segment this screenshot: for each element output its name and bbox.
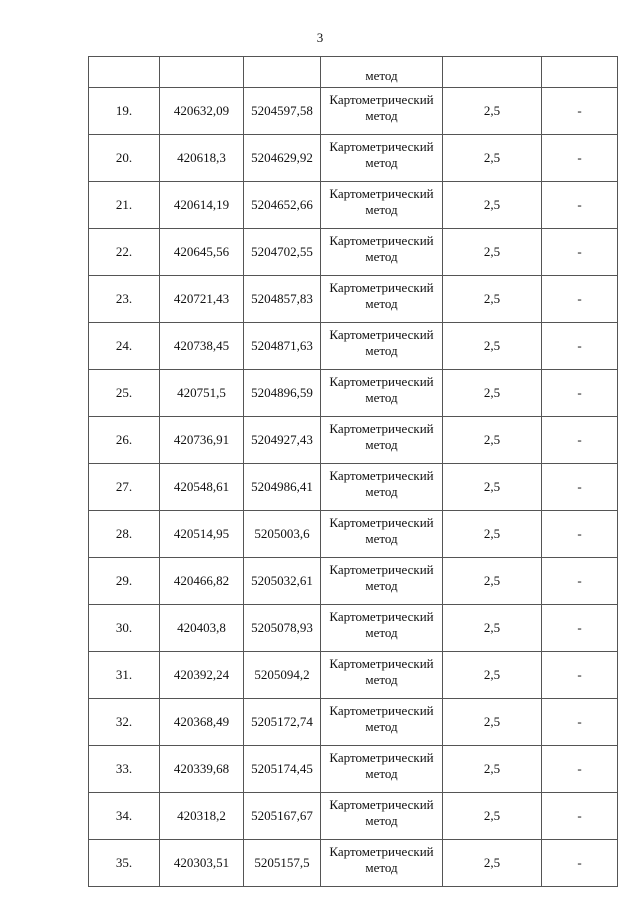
y-coordinate-cell: 5204857,83	[244, 276, 321, 323]
note-cell: -	[542, 88, 618, 135]
table-row	[89, 699, 618, 746]
x-coordinate-cell: 420721,43	[160, 276, 244, 323]
table-row	[89, 417, 618, 464]
note-cell: -	[542, 511, 618, 558]
table-row	[89, 464, 618, 511]
y-coordinate-cell	[244, 57, 321, 88]
y-coordinate-cell: 5204597,58	[244, 88, 321, 135]
error-cell: 2,5	[443, 276, 542, 323]
error-cell: 2,5	[443, 323, 542, 370]
method-cell: Картометрический метод	[321, 229, 443, 276]
x-coordinate-cell: 420368,49	[160, 699, 244, 746]
y-coordinate-cell: 5205032,61	[244, 558, 321, 605]
note-cell: -	[542, 182, 618, 229]
x-coordinate-cell: 420318,2	[160, 793, 244, 840]
note-cell: -	[542, 699, 618, 746]
x-coordinate-cell: 420548,61	[160, 464, 244, 511]
point-number-cell: 23.	[89, 276, 160, 323]
table-row	[89, 511, 618, 558]
method-cell: Картометрический метод	[321, 699, 443, 746]
y-coordinate-cell: 5204652,66	[244, 182, 321, 229]
y-coordinate-cell: 5204629,92	[244, 135, 321, 182]
error-cell: 2,5	[443, 464, 542, 511]
note-cell: -	[542, 840, 618, 887]
x-coordinate-cell	[160, 57, 244, 88]
table-row	[89, 229, 618, 276]
error-cell: 2,5	[443, 746, 542, 793]
method-cell: метод	[321, 57, 443, 88]
x-coordinate-cell: 420392,24	[160, 652, 244, 699]
note-cell: -	[542, 464, 618, 511]
note-cell: -	[542, 558, 618, 605]
note-cell: -	[542, 135, 618, 182]
note-cell: -	[542, 276, 618, 323]
error-cell: 2,5	[443, 417, 542, 464]
error-cell: 2,5	[443, 652, 542, 699]
note-cell: -	[542, 793, 618, 840]
error-cell: 2,5	[443, 370, 542, 417]
point-number-cell: 24.	[89, 323, 160, 370]
y-coordinate-cell: 5205003,6	[244, 511, 321, 558]
point-number-cell: 31.	[89, 652, 160, 699]
coordinates-table	[88, 56, 618, 887]
point-number-cell: 33.	[89, 746, 160, 793]
point-number-cell: 28.	[89, 511, 160, 558]
table-row	[89, 746, 618, 793]
method-cell: Картометрический метод	[321, 652, 443, 699]
method-cell: Картометрический метод	[321, 793, 443, 840]
point-number-cell: 25.	[89, 370, 160, 417]
method-cell: Картометрический метод	[321, 370, 443, 417]
method-cell: Картометрический метод	[321, 464, 443, 511]
method-cell: Картометрический метод	[321, 746, 443, 793]
point-number-cell: 20.	[89, 135, 160, 182]
note-cell	[542, 57, 618, 88]
note-cell: -	[542, 605, 618, 652]
x-coordinate-cell: 420736,91	[160, 417, 244, 464]
error-cell: 2,5	[443, 135, 542, 182]
table-row	[89, 652, 618, 699]
note-cell: -	[542, 652, 618, 699]
x-coordinate-cell: 420751,5	[160, 370, 244, 417]
point-number-cell: 30.	[89, 605, 160, 652]
point-number-cell: 27.	[89, 464, 160, 511]
point-number-cell: 22.	[89, 229, 160, 276]
x-coordinate-cell: 420614,19	[160, 182, 244, 229]
point-number-cell	[89, 57, 160, 88]
error-cell	[443, 57, 542, 88]
y-coordinate-cell: 5204702,55	[244, 229, 321, 276]
method-cell: Картометрический метод	[321, 840, 443, 887]
x-coordinate-cell: 420632,09	[160, 88, 244, 135]
page-number: 3	[316, 30, 324, 45]
y-coordinate-cell: 5205157,5	[244, 840, 321, 887]
y-coordinate-cell: 5205167,67	[244, 793, 321, 840]
point-number-cell: 34.	[89, 793, 160, 840]
method-cell: Картометрический метод	[321, 558, 443, 605]
y-coordinate-cell: 5204986,41	[244, 464, 321, 511]
table-row	[89, 88, 618, 135]
table-body	[89, 57, 618, 887]
note-cell: -	[542, 323, 618, 370]
method-cell: Картометрический метод	[321, 182, 443, 229]
point-number-cell: 29.	[89, 558, 160, 605]
x-coordinate-cell: 420738,45	[160, 323, 244, 370]
error-cell: 2,5	[443, 840, 542, 887]
method-cell: Картометрический метод	[321, 511, 443, 558]
note-cell: -	[542, 370, 618, 417]
table-row	[89, 182, 618, 229]
point-number-cell: 19.	[89, 88, 160, 135]
y-coordinate-cell: 5205174,45	[244, 746, 321, 793]
y-coordinate-cell: 5205172,74	[244, 699, 321, 746]
table-row	[89, 323, 618, 370]
x-coordinate-cell: 420514,95	[160, 511, 244, 558]
error-cell: 2,5	[443, 229, 542, 276]
table-row	[89, 793, 618, 840]
y-coordinate-cell: 5205094,2	[244, 652, 321, 699]
y-coordinate-cell: 5204871,63	[244, 323, 321, 370]
y-coordinate-cell: 5205078,93	[244, 605, 321, 652]
x-coordinate-cell: 420466,82	[160, 558, 244, 605]
error-cell: 2,5	[443, 699, 542, 746]
method-cell: Картометрический метод	[321, 276, 443, 323]
x-coordinate-cell: 420303,51	[160, 840, 244, 887]
point-number-cell: 21.	[89, 182, 160, 229]
x-coordinate-cell: 420645,56	[160, 229, 244, 276]
table-row	[89, 276, 618, 323]
table-row	[89, 840, 618, 887]
x-coordinate-cell: 420618,3	[160, 135, 244, 182]
point-number-cell: 26.	[89, 417, 160, 464]
error-cell: 2,5	[443, 605, 542, 652]
table-row	[89, 558, 618, 605]
method-cell: Картометрический метод	[321, 88, 443, 135]
table-row-continuation	[89, 57, 618, 88]
table-row	[89, 135, 618, 182]
y-coordinate-cell: 5204896,59	[244, 370, 321, 417]
method-cell: Картометрический метод	[321, 417, 443, 464]
point-number-cell: 35.	[89, 840, 160, 887]
y-coordinate-cell: 5204927,43	[244, 417, 321, 464]
x-coordinate-cell: 420339,68	[160, 746, 244, 793]
method-cell: Картометрический метод	[321, 323, 443, 370]
note-cell: -	[542, 746, 618, 793]
table-row	[89, 605, 618, 652]
x-coordinate-cell: 420403,8	[160, 605, 244, 652]
note-cell: -	[542, 229, 618, 276]
error-cell: 2,5	[443, 793, 542, 840]
error-cell: 2,5	[443, 511, 542, 558]
error-cell: 2,5	[443, 182, 542, 229]
table-row	[89, 370, 618, 417]
method-cell: Картометрический метод	[321, 135, 443, 182]
method-cell: Картометрический метод	[321, 605, 443, 652]
error-cell: 2,5	[443, 88, 542, 135]
note-cell: -	[542, 417, 618, 464]
point-number-cell: 32.	[89, 699, 160, 746]
error-cell: 2,5	[443, 558, 542, 605]
